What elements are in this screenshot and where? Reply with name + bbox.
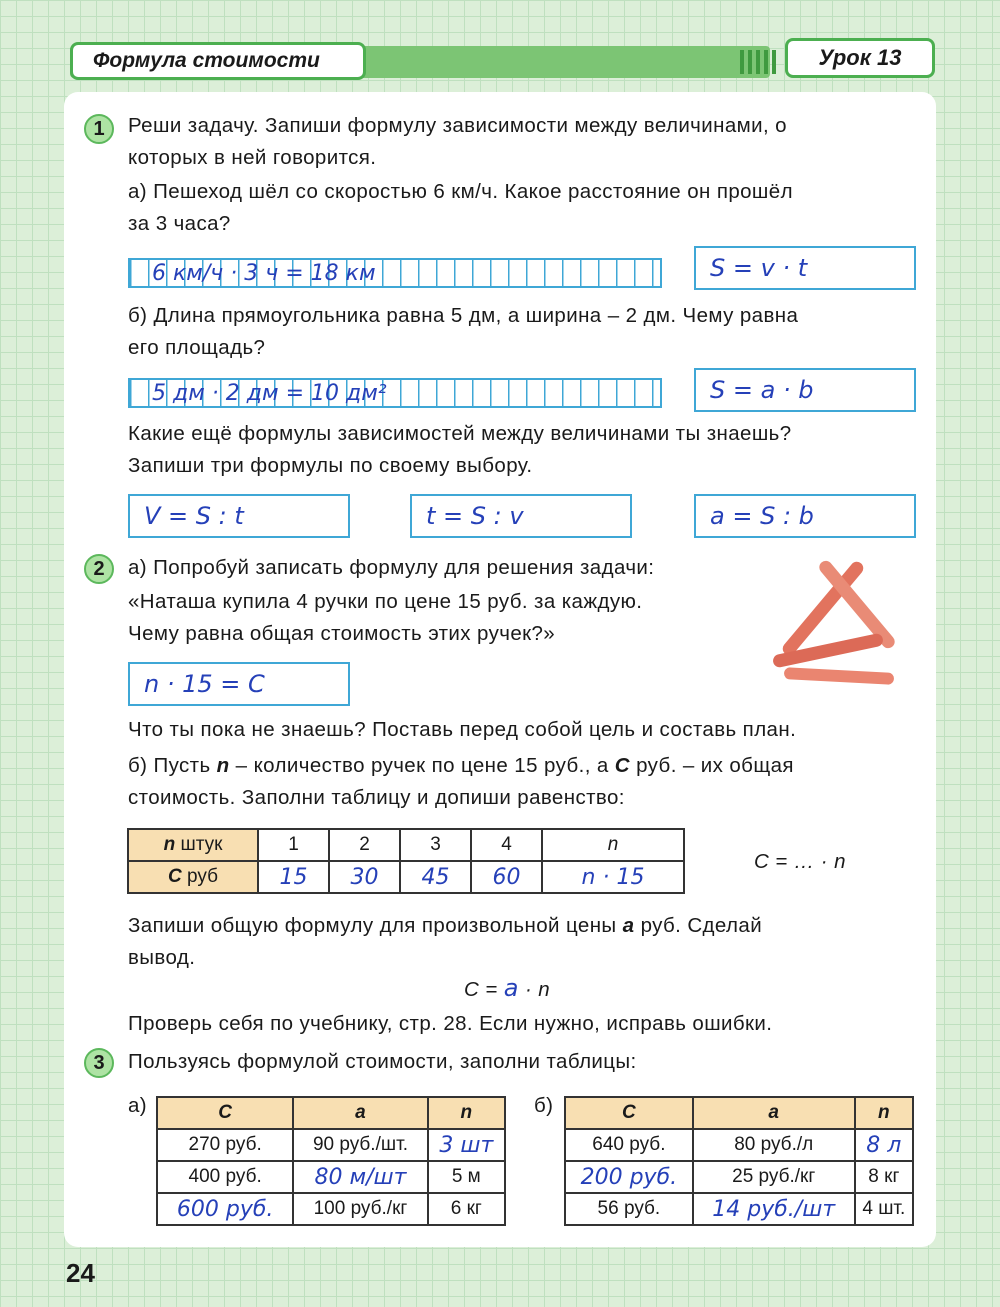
- task1b-formula-box[interactable]: [694, 368, 916, 412]
- table-cell: 5 м: [428, 1161, 505, 1193]
- table-row: [565, 1161, 913, 1193]
- table-cell: 640 руб.: [565, 1129, 693, 1161]
- table-row: [157, 1161, 505, 1193]
- task1-intro-line1: Реши задачу. Запиши формулу зависимости между величинами, о: [128, 114, 787, 137]
- pen-icon: [784, 667, 894, 685]
- table-cell-answer[interactable]: n · 15: [542, 861, 684, 893]
- table-cell: 80 руб./л: [693, 1129, 855, 1161]
- table-cell: 8 кг: [855, 1161, 913, 1193]
- page-title: Формула стоимости: [70, 42, 366, 80]
- task2a-line3: Чему равна общая стоимость этих ручек?»: [128, 622, 556, 645]
- formula-2: t = S : v: [426, 502, 524, 530]
- row-label-var: n: [163, 834, 176, 855]
- table-cell-answer[interactable]: 200 руб.: [565, 1161, 693, 1193]
- table-cell: 56 руб.: [565, 1193, 693, 1225]
- header-stripes: [740, 50, 780, 74]
- row-label-c: [128, 861, 258, 893]
- task2-general-line2: вывод.: [128, 946, 196, 969]
- formula-text: C =: [464, 978, 504, 1001]
- task2-goal: Что ты пока не знаешь? Поставь перед собой цель и составь план.: [128, 718, 797, 741]
- table-cell: 25 руб./кг: [693, 1161, 855, 1193]
- header-n: n: [428, 1097, 505, 1129]
- formula-3: a = S : b: [710, 502, 814, 530]
- table-cell: 270 руб.: [157, 1129, 293, 1161]
- task-number-3: 3: [84, 1048, 114, 1078]
- task2a-line1: а) Попробуй записать формулу для решения задачи:: [128, 556, 655, 579]
- task2-check: Проверь себя по учебнику, стр. 28. Если нужно, исправь ошибки.: [128, 1012, 773, 1035]
- task2b-line1: [128, 750, 794, 782]
- pens-illustration: [762, 560, 912, 690]
- formula-answer[interactable]: a: [503, 974, 519, 1002]
- table-cell-answer[interactable]: 30: [329, 861, 400, 893]
- task1b-line1: б) Длина прямоугольника равна 5 дм, а ширина – 2 дм. Чему равна: [128, 304, 799, 327]
- task2-table: [127, 828, 685, 894]
- formula-box-2[interactable]: [410, 494, 632, 538]
- task2b-text: руб. – их общая: [630, 754, 794, 777]
- table-row: [565, 1129, 913, 1161]
- table-cell: 400 руб.: [157, 1161, 293, 1193]
- table-row: [157, 1097, 505, 1129]
- task2b-text: – количество ручек по цене 15 руб., а: [229, 754, 615, 777]
- formula-text: · n: [518, 978, 551, 1001]
- task1b-answer-cells[interactable]: [128, 378, 662, 408]
- task2a-line2: «Наташа купила 4 ручки по цене 15 руб. за каждую.: [128, 590, 643, 613]
- table-cell-answer[interactable]: 60: [471, 861, 542, 893]
- task1a-line1: а) Пешеход шёл со скоростью 6 км/ч. Какое расстояние он прошёл: [128, 180, 793, 203]
- task1b-line2: его площадь?: [128, 336, 266, 359]
- variable-c: C: [614, 754, 630, 777]
- table-cell-answer[interactable]: 45: [400, 861, 471, 893]
- variable-a: a: [622, 914, 635, 937]
- table-cell: 6 кг: [428, 1193, 505, 1225]
- task3-table-b: [564, 1096, 914, 1226]
- general-text: руб. Сделай: [634, 914, 763, 937]
- table-cell: 100 руб./кг: [293, 1193, 427, 1225]
- lesson-label: Урок 13: [785, 38, 935, 78]
- task3-table-a: [156, 1096, 506, 1226]
- task2-general-line1: [128, 910, 762, 942]
- table-row: [128, 861, 684, 893]
- table-cell-answer[interactable]: 3 шт: [428, 1129, 505, 1161]
- task2-general-formula: [464, 972, 550, 1006]
- task1a-formula-box[interactable]: [694, 246, 916, 290]
- row-label-text: штук: [175, 834, 223, 855]
- table-cell: 3: [400, 829, 471, 861]
- table-row: [157, 1193, 505, 1225]
- table-row: [128, 829, 684, 861]
- task-number-1: 1: [84, 114, 114, 144]
- task1a-formula: S = v · t: [710, 254, 808, 282]
- formula-box-3[interactable]: [694, 494, 916, 538]
- row-label-n: [128, 829, 258, 861]
- header-a: a: [293, 1097, 427, 1129]
- task1a-line2: за 3 часа?: [128, 212, 231, 235]
- variable-n: n: [216, 754, 230, 777]
- table-row: [565, 1193, 913, 1225]
- task-number-2: 2: [84, 554, 114, 584]
- table-row: [157, 1129, 505, 1161]
- table-cell-answer[interactable]: 80 м/шт: [293, 1161, 427, 1193]
- table-cell-answer[interactable]: 14 руб./шт: [693, 1193, 855, 1225]
- page-number: 24: [66, 1258, 95, 1288]
- task2-equality: C = … · n: [754, 850, 846, 873]
- header-c: C: [565, 1097, 693, 1129]
- table-cell-answer[interactable]: 8 л: [855, 1129, 913, 1161]
- header-n: n: [855, 1097, 913, 1129]
- formula-1: V = S : t: [144, 502, 244, 530]
- task2a-answer: n · 15 = C: [144, 670, 265, 698]
- general-text: Запиши общую формулу для произвольной цены: [128, 914, 623, 937]
- task3-label-b: б): [534, 1094, 554, 1117]
- table-cell-answer[interactable]: 600 руб.: [157, 1193, 293, 1225]
- task3-label-a: а): [128, 1094, 148, 1117]
- task1b-formula: S = a · b: [710, 376, 814, 404]
- task3-text: Пользуясь формулой стоимости, заполни таблицы:: [128, 1050, 637, 1073]
- task1-question-line2: Запиши три формулы по своему выбору.: [128, 454, 533, 477]
- table-cell: n: [542, 829, 684, 861]
- task2b-line2: стоимость. Заполни таблицу и допиши равенство:: [128, 786, 625, 809]
- task1a-answer: 6 км/ч · 3 ч = 18 км: [152, 260, 376, 286]
- task2a-answer-box[interactable]: [128, 662, 350, 706]
- header-c: C: [157, 1097, 293, 1129]
- task2b-text: б) Пусть: [128, 754, 217, 777]
- row-label-text: руб: [181, 866, 218, 887]
- table-cell-answer[interactable]: 15: [258, 861, 329, 893]
- task1a-answer-cells[interactable]: [128, 258, 662, 288]
- table-row: [565, 1097, 913, 1129]
- table-cell: 4: [471, 829, 542, 861]
- header-a: a: [693, 1097, 855, 1129]
- table-cell: 90 руб./шт.: [293, 1129, 427, 1161]
- table-cell: 4 шт.: [855, 1193, 913, 1225]
- task1b-answer: 5 дм · 2 дм = 10 дм²: [152, 380, 387, 406]
- formula-box-1[interactable]: [128, 494, 350, 538]
- row-label-var: C: [168, 866, 182, 887]
- table-cell: 2: [329, 829, 400, 861]
- task1-intro-line2: которых в ней говорится.: [128, 146, 377, 169]
- task1-question-line1: Какие ещё формулы зависимостей между величинами ты знаешь?: [128, 422, 792, 445]
- table-cell: 1: [258, 829, 329, 861]
